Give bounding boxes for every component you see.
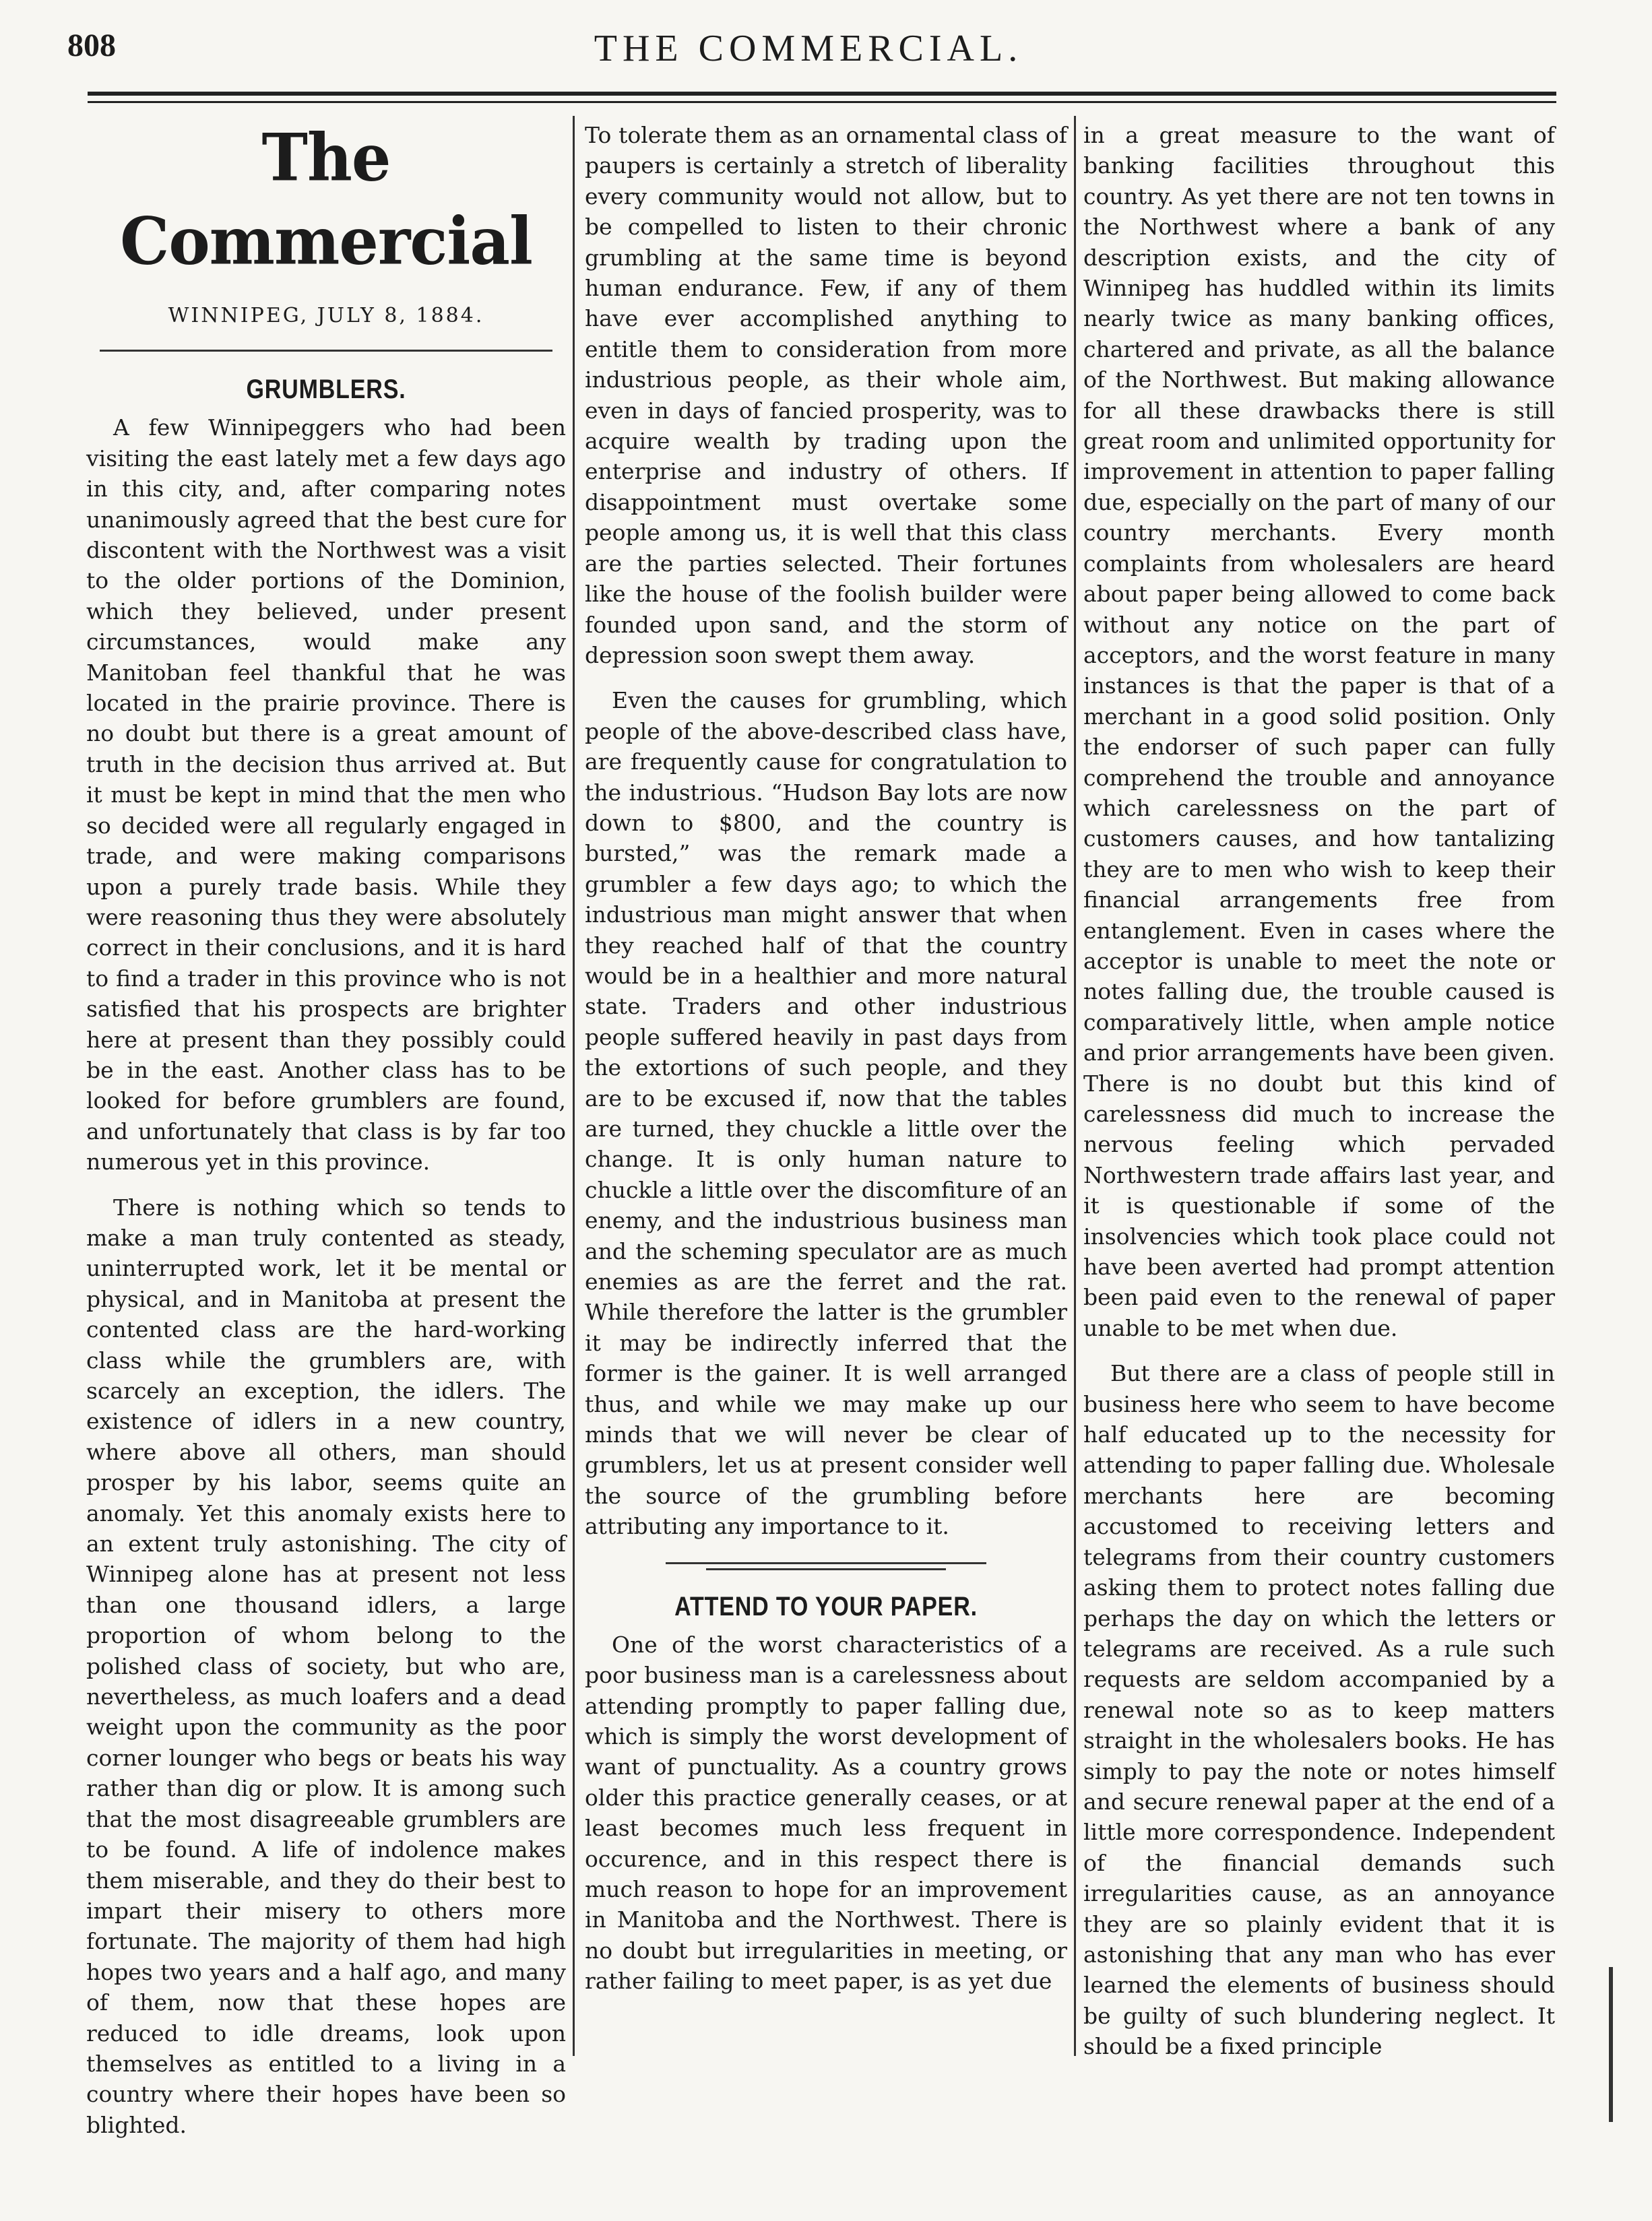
column-3: [1083, 120, 1555, 2073]
column-divider: [573, 116, 575, 2056]
article-heading-grumblers: GRUMBLERS.: [246, 375, 406, 405]
header-rule-thin: [88, 101, 1556, 103]
paragraph: But there are a class of people still in business here who seem to have become half educated up to the necessity for attending to paper falling due. Wholesale merchants here are becoming accustomed to receiving letters and telegrams from their country customers asking them to protect notes falling due perhaps the day on which the letters or telegrams are received. As a rule such requests are seldom accompanied by a renewal note so as to keep matters straight in the wholesalers books. He has simply to pay the note or notes himself and secure renewal paper at the end of a little more correspondence. Independent of the financial demands such irregularities cause, as an annoyance they are so plainly evident that it is astonishing that any man who has ever learned the elements of business should be guilty of such blundering neglect. It should be a fixed principle: [1083, 1360, 1555, 2060]
dateline-rule: [100, 350, 552, 352]
header-rule-thick: [88, 92, 1556, 96]
article-heading-paper: ATTEND TO YOUR PAPER.: [674, 1591, 978, 1621]
paragraph: There is nothing which so tends to make a man truly contented as steady, uninterrupted work, let it be mental or physical, and in Manitoba at present the contented class are the hard-working class while the grumblers are, with scarcely an exception, the idlers. The existence of idlers in a new country, where above all others, man should prosper by his labor, seems quite an anomaly. Yet this anomaly exists here to an extent truly astonishing. The city of Winnipeg alone has at present not less than one thousand idlers, a large proportion of whom belong to the polished class of society, but who are, nevertheless, as much loafers and a dead weight upon the community as the poor corner lounger who begs or beats his way rather than dig or plow. It is among such that the most disagreeable grumblers are to be found. A life of indolence makes them miserable, and they do their best to impart their misery to others more fortunate. The majority of them had high hopes two years and a half ago, and many of them, now that these hopes are reduced to idle dreams, look upon themselves as entitled to a living in a country where their hopes have been so blighted.: [86, 1194, 566, 2138]
dateline: WINNIPEG, JULY 8, 1884.: [168, 304, 484, 327]
running-title: THE COMMERCIAL.: [594, 28, 1023, 69]
column-2: [585, 120, 1067, 2073]
page-header: [67, 27, 1550, 101]
paragraph: Even the causes for grumbling, which people of the above-described class have, are frequently cause for congratulation to the industrious. “Hudson Bay lots are now down to $800, and the country is bursted,” was the remark made a grumbler a few days ago; to which the industrious man might answer that when they reached half of that the country would be in a healthier and more natural state. Traders and other industrious people suffered heavily in past days from the extortions of such people, and they are to be excused if, now that the tables are turned, they chuckle a little over the change. It is only human nature to chuckle a little over the discomfiture of an enemy, and the industrious business man and the scheming speculator are as much enemies as are the ferret and the rat. While therefore the latter is the grumbler it may be indirectly inferred that the former is the gainer. It is well arranged thus, and while we may make up our minds that we will never be clear of grumblers, let us at present consider well the source of the grumbling before attributing any importance to it.: [585, 687, 1067, 1540]
masthead-title: The Commercial: [120, 119, 532, 280]
paragraph: A few Winnipeggers who had been visiting the east lately met a few days ago in this city, and, after comparing notes unanimously agreed that the best cure for discontent with the Northwest was a visit to the older portions of the Dominion, which they believed, under present circumstances, would make any Manitoban feel thankful that he was located in the prairie province. There is no doubt but there is a great amount of truth in the decision thus arrived at. But it must be kept in mind that the men who so decided were all regularly engaged in trade, and were making comparisons upon a purely trade basis. While they were reasoning thus they were absolutely correct in their conclusions, and it is hard to find a trader in this province who is not satisfied that his prospects are brighter here at present than they possibly could be in the east. Another class has to be looked for before grumblers are found, and unfortunately that class is by far too numerous yet in this province.: [86, 414, 566, 1176]
page-edge-mark: [1609, 1967, 1613, 2122]
divider-line: [666, 1562, 986, 1564]
paragraph: in a great measure to the want of banking facilities throughout this country. As yet there are not ten towns in the Northwest where a bank of any description exists, and the city of Winnipeg has huddled within its limits nearly twice as many banking offices, chartered and private, as all the balance of the Northwest. But making allowance for all these drawbacks there is still great room and unlimited opportunity for improvement in attention to paper falling due, especially on the part of many of our country merchants. Every month complaints from wholesalers are heard about paper being allowed to come back without any notice on the part of acceptors, and the worst feature in many instances is that the paper is that of a merchant in a good solid position. Only the endorser of such paper can fully comprehend the trouble and annoyance which carelessness on the part of customers causes, and how tantalizing they are to men who wish to keep their financial arrangements free from entanglement. Even in cases where the acceptor is unable to meet the note or notes falling due, the trouble caused is comparatively little, when ample notice and prior arrangements have been given. There is no doubt but this kind of carelessness did much to increase the nervous feeling which pervaded Northwestern trade affairs last year, and it is questionable if some of the insolvencies which took place could not have been averted had prompt attention been paid even to the renewal of paper unable to be met when due.: [1083, 122, 1555, 1341]
paragraph: One of the worst characteristics of a poor business man is a carelessness about attending promptly to paper falling due, which is simply the worst development of want of punctuality. As a country grows older this practice generally ceases, or at least becomes much less frequent in occurence, and in this respect there is much reason to hope for an improvement in Manitoba and the Northwest. There is no doubt but irregularities in meeting, or rather failing to meet paper, is as yet due: [585, 1631, 1067, 1995]
paragraph: To tolerate them as an ornamental class of paupers is certainly a stretch of liberality every community would not allow, but to be compelled to listen to their chronic grumbling at the same time is beyond human endurance. Few, if any of them have ever accomplished anything to entitle them to consideration from more industrious people, as their whole aim, even in days of fancied prosperity, was to acquire wealth by trading upon the enterprise and industry of others. If disappointment must overtake some people among us, it is well that this class are the parties selected. Their fortunes like the house of the foolish builder were founded upon sand, and the storm of depression soon swept them away.: [585, 122, 1067, 668]
page-number: 808: [67, 28, 116, 63]
column-divider: [1074, 116, 1076, 2056]
column-1: [86, 119, 566, 2138]
section-divider: [666, 1562, 986, 1570]
divider-line: [706, 1568, 946, 1570]
